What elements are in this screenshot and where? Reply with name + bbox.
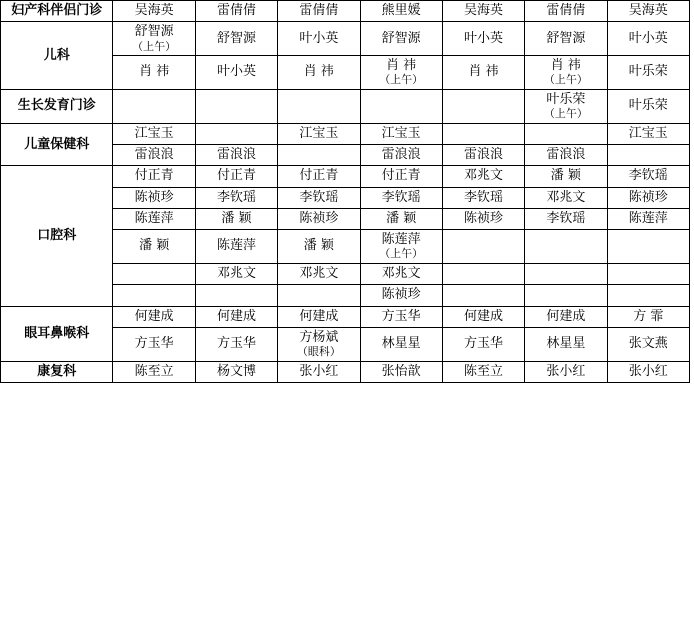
doctor-cell [525, 230, 607, 264]
doctor-name: 张小红 [299, 363, 339, 379]
doctor-cell [278, 208, 360, 229]
doctor-cell [113, 187, 195, 208]
doctor-cell [607, 90, 689, 124]
doctor-cell [278, 90, 360, 124]
doctor-cell [607, 1, 689, 22]
doctor-cell [113, 56, 195, 90]
doctor-name: 陈祯珍 [299, 210, 339, 226]
doctor-name: 邓兆文 [546, 189, 586, 205]
doctor-cell [525, 90, 607, 124]
doctor-cell [360, 208, 442, 229]
department-cell: 口腔科 [1, 166, 113, 306]
doctor-cell [525, 306, 607, 327]
doctor-cell [525, 1, 607, 22]
doctor-name: 何建成 [134, 308, 174, 324]
doctor-cell [607, 208, 689, 229]
doctor-name: 方 霏 [633, 308, 664, 324]
doctor-cell [195, 361, 277, 382]
doctor-cell [442, 361, 524, 382]
doctor-cell [195, 285, 277, 306]
doctor-note: （上午） [379, 73, 424, 87]
doctor-cell [360, 187, 442, 208]
table-row [1, 166, 690, 187]
doctor-name: 陈祯珍 [464, 210, 504, 226]
doctor-name: 邓兆文 [381, 266, 421, 282]
doctor-cell [442, 166, 524, 187]
doctor-name: 舒智源 [546, 30, 586, 46]
doctor-cell [607, 327, 689, 361]
doctor-cell [442, 230, 524, 264]
doctor-cell [607, 306, 689, 327]
doctor-cell [195, 123, 277, 144]
doctor-cell [195, 187, 277, 208]
doctor-cell [113, 327, 195, 361]
doctor-name: 叶乐荣 [628, 64, 668, 80]
department-cell: 生长发育门诊 [1, 90, 113, 124]
doctor-name: 付正青 [134, 168, 174, 184]
doctor-name: 张怡歆 [381, 363, 421, 379]
doctor-cell [442, 327, 524, 361]
doctor-cell [607, 166, 689, 187]
doctor-cell [278, 56, 360, 90]
doctor-name: 陈莲萍 [134, 210, 174, 226]
doctor-cell [442, 1, 524, 22]
doctor-cell [278, 264, 360, 285]
doctor-cell [278, 22, 360, 56]
doctor-cell [607, 145, 689, 166]
doctor-name: 陈莲萍 [216, 238, 256, 254]
doctor-cell [195, 327, 277, 361]
doctor-cell [113, 123, 195, 144]
doctor-name: 方杨斌 [299, 329, 339, 345]
doctor-cell [113, 90, 195, 124]
doctor-name: 舒智源 [381, 30, 421, 46]
doctor-cell [442, 285, 524, 306]
doctor-cell [278, 230, 360, 264]
doctor-cell [278, 1, 360, 22]
doctor-name: 张文燕 [628, 336, 668, 352]
doctor-name: 吴海英 [464, 3, 504, 18]
doctor-name: 陈祯珍 [134, 189, 174, 205]
doctor-cell [525, 166, 607, 187]
doctor-name: 雷浪浪 [216, 147, 256, 163]
doctor-name: 李钦瑶 [464, 189, 504, 205]
doctor-name: 潘 颖 [139, 238, 170, 254]
table-row [1, 361, 690, 382]
doctor-cell [442, 145, 524, 166]
doctor-name: 潘 颖 [550, 168, 581, 184]
doctor-cell [442, 264, 524, 285]
department-cell: 眼耳鼻喉科 [1, 306, 113, 361]
doctor-cell [442, 123, 524, 144]
doctor-cell [113, 208, 195, 229]
doctor-cell [525, 56, 607, 90]
doctor-cell [195, 166, 277, 187]
doctor-cell [442, 22, 524, 56]
doctor-name: 何建成 [299, 308, 339, 324]
doctor-name: 陈祯珍 [628, 189, 668, 205]
doctor-name: 陈至立 [464, 363, 504, 379]
doctor-name: 付正青 [299, 168, 339, 184]
doctor-name: 陈莲萍 [381, 232, 421, 248]
department-cell: 儿科 [1, 22, 113, 90]
doctor-cell [195, 22, 277, 56]
doctor-name: 潘 颖 [386, 210, 417, 226]
doctor-cell [525, 327, 607, 361]
doctor-cell [607, 56, 689, 90]
doctor-name: 江宝玉 [628, 125, 668, 141]
doctor-name: 李钦瑶 [546, 210, 586, 226]
doctor-cell [360, 230, 442, 264]
doctor-name: 叶小英 [216, 64, 256, 80]
doctor-cell [278, 306, 360, 327]
doctor-cell [278, 123, 360, 144]
doctor-name: 吴海英 [134, 3, 174, 18]
doctor-name: 方玉华 [216, 336, 256, 352]
doctor-cell [113, 145, 195, 166]
doctor-cell [360, 361, 442, 382]
doctor-cell [442, 306, 524, 327]
doctor-cell [607, 361, 689, 382]
doctor-name: 雷浪浪 [546, 147, 586, 163]
table-row [1, 123, 690, 144]
doctor-name: 雷倩倩 [546, 3, 586, 18]
doctor-cell [360, 1, 442, 22]
doctor-note: （眼科） [296, 345, 341, 359]
doctor-name: 李钦瑶 [216, 189, 256, 205]
doctor-name: 江宝玉 [134, 125, 174, 141]
table-row [1, 306, 690, 327]
doctor-cell [442, 56, 524, 90]
doctor-name: 叶乐荣 [546, 92, 586, 108]
doctor-name: 肖 祎 [468, 64, 499, 80]
department-cell: 儿童保健科 [1, 123, 113, 166]
doctor-name: 熊里媛 [381, 3, 421, 18]
doctor-cell [195, 208, 277, 229]
doctor-name: 方玉华 [134, 336, 174, 352]
doctor-name: 江宝玉 [381, 125, 421, 141]
doctor-cell [278, 361, 360, 382]
doctor-cell [113, 1, 195, 22]
doctor-cell [442, 90, 524, 124]
doctor-cell [360, 123, 442, 144]
doctor-cell [360, 264, 442, 285]
doctor-name: 邓兆文 [464, 168, 504, 184]
doctor-cell [113, 361, 195, 382]
doctor-cell [113, 264, 195, 285]
doctor-name: 李钦瑶 [299, 189, 339, 205]
doctor-name: 雷倩倩 [216, 3, 256, 18]
doctor-name: 叶小英 [299, 30, 339, 46]
doctor-cell [113, 306, 195, 327]
doctor-cell [195, 264, 277, 285]
doctor-cell [113, 22, 195, 56]
doctor-cell [195, 1, 277, 22]
doctor-cell [278, 187, 360, 208]
doctor-name: 肖 祎 [303, 64, 334, 80]
doctor-cell [360, 166, 442, 187]
doctor-cell [360, 145, 442, 166]
doctor-name: 方玉华 [464, 336, 504, 352]
doctor-cell [278, 145, 360, 166]
doctor-cell [442, 208, 524, 229]
doctor-name: 张小红 [546, 363, 586, 379]
doctor-name: 林星星 [381, 336, 421, 352]
doctor-name: 陈至立 [134, 363, 174, 379]
doctor-name: 林星星 [546, 336, 586, 352]
doctor-name: 李钦瑶 [628, 168, 668, 184]
doctor-cell [195, 56, 277, 90]
doctor-cell [525, 145, 607, 166]
doctor-cell [360, 306, 442, 327]
doctor-cell [360, 285, 442, 306]
doctor-cell [195, 230, 277, 264]
doctor-name: 何建成 [546, 308, 586, 324]
department-cell: 妇产科伴侣门诊 [1, 1, 113, 22]
doctor-name: 江宝玉 [299, 125, 339, 141]
doctor-name: 陈祯珍 [381, 287, 421, 303]
doctor-name: 陈莲萍 [628, 210, 668, 226]
doctor-cell [525, 123, 607, 144]
doctor-cell [525, 22, 607, 56]
doctor-name: 吴海英 [628, 3, 668, 18]
table-row [1, 1, 690, 22]
doctor-cell [360, 22, 442, 56]
doctor-cell [113, 230, 195, 264]
doctor-name: 舒智源 [134, 24, 174, 40]
doctor-cell [525, 285, 607, 306]
doctor-note: （上午） [132, 39, 177, 53]
doctor-cell [525, 187, 607, 208]
doctor-cell [195, 306, 277, 327]
doctor-cell [195, 90, 277, 124]
doctor-name: 何建成 [216, 308, 256, 324]
doctor-cell [607, 264, 689, 285]
doctor-cell [607, 285, 689, 306]
doctor-cell [113, 166, 195, 187]
doctor-cell [525, 208, 607, 229]
doctor-note: （上午） [543, 73, 588, 87]
doctor-cell [278, 327, 360, 361]
doctor-cell [195, 145, 277, 166]
doctor-name: 李钦瑶 [381, 189, 421, 205]
schedule-body [1, 1, 690, 383]
doctor-name: 肖 祎 [386, 58, 417, 74]
doctor-cell [113, 285, 195, 306]
doctor-name: 邓兆文 [216, 266, 256, 282]
doctor-name: 肖 祎 [550, 58, 581, 74]
doctor-name: 杨文博 [216, 363, 256, 379]
table-row [1, 90, 690, 124]
doctor-cell [360, 90, 442, 124]
doctor-name: 舒智源 [216, 30, 256, 46]
doctor-name: 潘 颖 [303, 238, 334, 254]
doctor-name: 何建成 [464, 308, 504, 324]
table-row [1, 22, 690, 56]
doctor-name: 张小红 [628, 363, 668, 379]
doctor-cell [607, 123, 689, 144]
doctor-name: 邓兆文 [299, 266, 339, 282]
doctor-cell [607, 22, 689, 56]
doctor-cell [607, 230, 689, 264]
doctor-cell [607, 187, 689, 208]
doctor-name: 潘 颖 [221, 210, 252, 226]
doctor-name: 叶小英 [464, 30, 504, 46]
doctor-note: （上午） [379, 247, 424, 261]
department-cell: 康复科 [1, 361, 113, 382]
doctor-name: 叶小英 [628, 30, 668, 46]
doctor-cell [360, 327, 442, 361]
doctor-cell [278, 166, 360, 187]
doctor-note: （上午） [543, 107, 588, 121]
doctor-name: 雷倩倩 [299, 3, 339, 18]
doctor-name: 肖 祎 [139, 64, 170, 80]
doctor-cell [442, 187, 524, 208]
doctor-name: 雷浪浪 [381, 147, 421, 163]
doctor-cell [525, 264, 607, 285]
doctor-name: 雷浪浪 [134, 147, 174, 163]
doctor-name: 付正青 [381, 168, 421, 184]
doctor-name: 雷浪浪 [464, 147, 504, 163]
doctor-name: 付正青 [216, 168, 256, 184]
doctor-cell [360, 56, 442, 90]
doctor-cell [525, 361, 607, 382]
doctor-cell [278, 285, 360, 306]
doctor-name: 叶乐荣 [628, 98, 668, 114]
doctor-name: 方玉华 [381, 308, 421, 324]
